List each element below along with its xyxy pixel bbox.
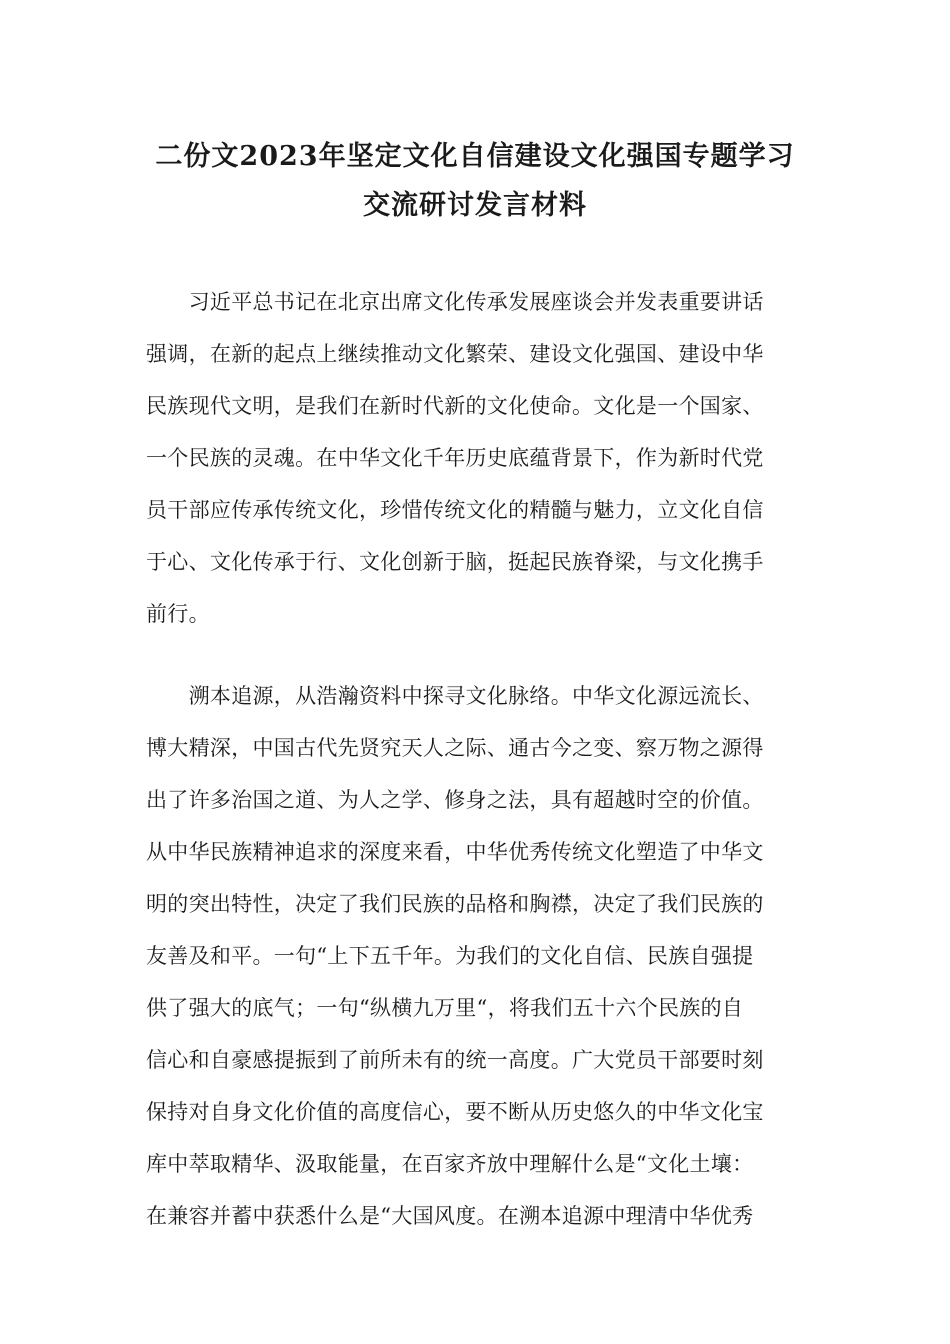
paragraph-line: 供了强大的底气；一句“纵横九万里“，将我们五十六个民族的自 xyxy=(146,996,744,1020)
paragraph-line: 员干部应传承传统文化，珍惜传统文化的精髓与魅力，立文化自信 xyxy=(146,498,764,522)
paragraph-line: 习近平总书记在北京出席文化传承发展座谈会并发表重要讲话 xyxy=(146,290,764,314)
paragraph-line: 在兼容并蓄中获悉什么是“大国风度。在溯本追源中理清中华优秀 xyxy=(146,1204,754,1228)
paragraph-line: 从中华民族精神追求的深度来看，中华优秀传统文化塑造了中华文 xyxy=(146,840,764,864)
paragraph-line: 溯本追源，从浩瀚资料中探寻文化脉络。中华文化源远流长、 xyxy=(146,684,764,708)
paragraph-line: 民族现代文明，是我们在新时代新的文化使命。文化是一个国家、 xyxy=(146,394,764,418)
paragraph-1 xyxy=(146,276,806,640)
document-title-line-2: 交流研讨发言材料 xyxy=(363,190,587,221)
paragraph-line: 友善及和平。一句“上下五千年。为我们的文化自信、民族自强提 xyxy=(146,944,754,968)
paragraph-line: 于心、文化传承于行、文化创新于脑，挺起民族脊梁，与文化携手 xyxy=(146,550,764,574)
paragraph-line: 信心和自豪感提振到了前所未有的统一高度。广大党员干部要时刻 xyxy=(146,1048,764,1072)
document-title-line-1: 二份文2023年坚定文化自信建设文化强国专题学习 xyxy=(155,141,795,172)
paragraph-line: 强调，在新的起点上继续推动文化繁荣、建设文化强国、建设中华 xyxy=(146,342,764,366)
paragraph-2 xyxy=(146,670,806,1242)
paragraph-line: 明的突出特性，决定了我们民族的品格和胸襟，决定了我们民族的 xyxy=(146,892,764,916)
paragraph-line: 前行。 xyxy=(146,602,210,626)
paragraph-line: 保持对自身文化价值的高度信心，要不断从历史悠久的中华文化宝 xyxy=(146,1100,764,1124)
paragraph-line: 库中萃取精华、汲取能量，在百家齐放中理解什么是“文化土壤： xyxy=(146,1152,754,1176)
paragraph-line: 出了许多治国之道、为人之学、修身之法，具有超越时空的价值。 xyxy=(146,788,764,812)
paragraph-line: 一个民族的灵魂。在中华文化千年历史底蕴背景下，作为新时代党 xyxy=(146,446,764,470)
paragraph-line: 博大精深，中国古代先贤究天人之际、通古今之变、察万物之源得 xyxy=(146,736,764,760)
